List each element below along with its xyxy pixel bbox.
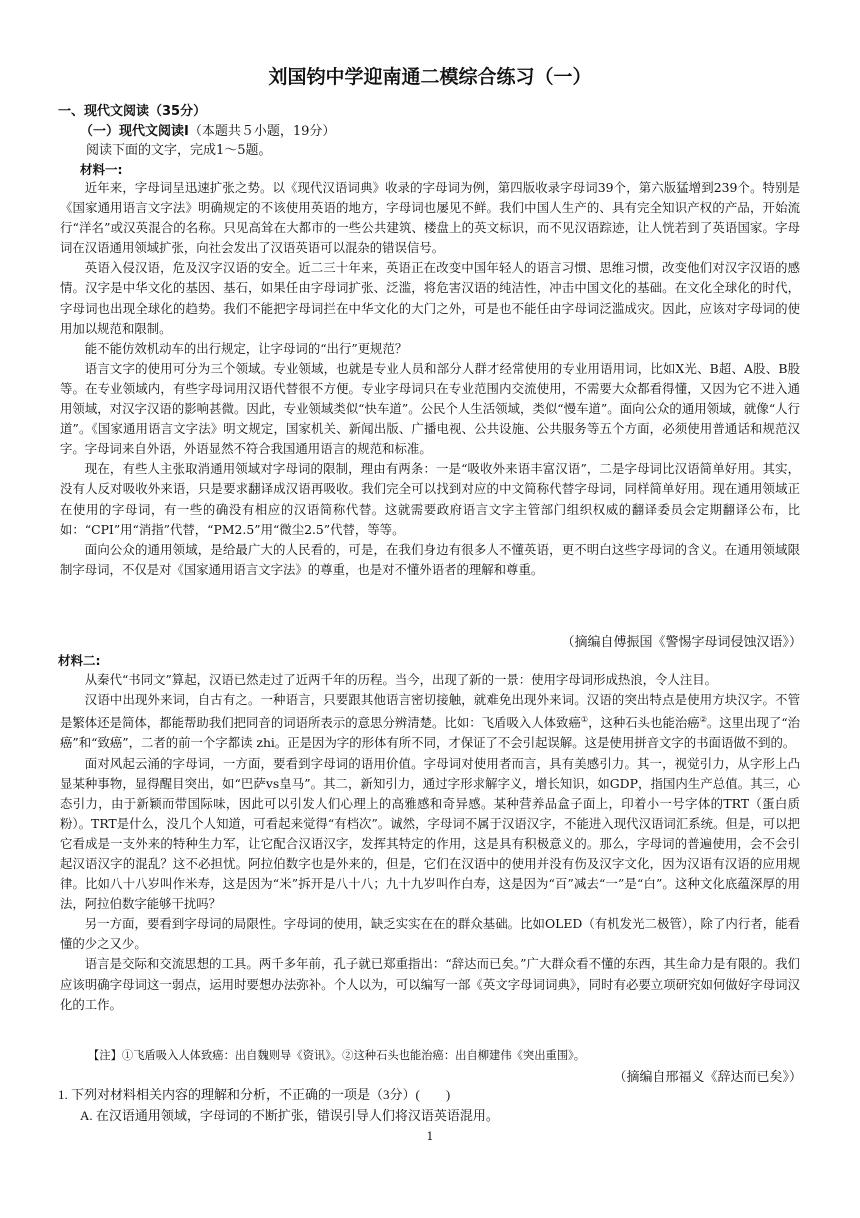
instruction-text: 阅读下面的文字，完成1～5题。 xyxy=(86,143,272,158)
paragraph-text: 汉语中出现外来词，自古有之。一种语言，只要跟其他语言密切接触，就难免出现外来词。汉语的突出特点是使用方块汉字。不管是繁体还是简体，都能帮助我们把同音的词语所表示的意思分辨清楚。比如：飞盾吸入人体致癌 xyxy=(60,692,800,731)
paragraph: 另一方面，要看到字母词的局限性。字母词的使用，缺乏实实在在的群众基础。比如OLED（有机发光二极管），除了内行者，能看懂的少之又少。 xyxy=(60,916,800,952)
material-one-body xyxy=(60,178,800,580)
paragraph: 能不能仿效机动车的出行规定，让字母词的“出行”更规范？ xyxy=(84,340,408,356)
material-one-label: 材料一: xyxy=(80,162,123,177)
section-heading: 一、现代文阅读（35分） xyxy=(58,104,207,119)
footnote: 【注】①飞盾吸入人体致癌：出自魏则导《资讯》。②这种石头也能治癌：出自柳建伟《突出重围》。 xyxy=(88,1049,586,1062)
subsection-heading xyxy=(80,120,335,139)
page-title: 刘国钧中学迎南通二模综合练习（一） xyxy=(268,66,592,88)
paragraph-text: 。这里出现了“治癌”和“致癌”，二者的前一个字都读 zhi。正是因为字的形体有所不同，才保证了不会引起误解。这是使用拼音文字的书面语做不到的。 xyxy=(60,715,801,751)
paragraph: 语言文字的使用可分为三个领域。专业领域，也就是专业人员和部分人群才经常使用的专业用语用词，比如X光、B超、A股、B股等。在专业领域内，有些字母词用汉语代替很不方便。专业字母词只在专业范围内交流使用，不需要大众都看得懂，又因为它不进入通用领域，对汉字汉语的影响甚微。因此，专业领域类似“快车道”。公民个人生活领域，类似“慢车道”。面向公众的通用领域，就像“人行道”。《国家通用语言文字法》明文规定，国家机关、新闻出版、广播电视、公共设施、公共服务等五个方面，必须使用普通话和规范汉字。字母词来自外语，外语显然不符合我国通用语言的规范和标准。 xyxy=(60,360,800,457)
material-two-source: （摘编自邢福义《辞达而已矣》） xyxy=(613,1070,802,1085)
subsection-heading-rest: （本题共５小题，19分） xyxy=(188,124,336,139)
paragraph: 语言是交际和交流思想的工具。两千多年前，孔子就已郑重指出：“辞达而已矣。”广大群众看不懂的东西，其生命力是有限的。我们应该明确字母词这一弱点，运用时要想办法弥补。个人以为，可以编写一部《英文字母词词典》，同时有必要立项研究如何做好字母词汉化的工作。 xyxy=(60,956,800,1012)
material-two-label: 材料二: xyxy=(58,653,101,668)
paragraph: 现在，有些人主张取消通用领域对字母词的限制，理由有两条：一是“吸收外来语丰富汉语”，二是字母词比汉语简单好用。其实，没有人反对吸收外来语，只是要求翻译成汉语再吸收。我们完全可以找到对应的中文简称代替字母词，同样简单好用。现在通用领域正在使用的字母词，有一些的确没有相应的汉语简称代替。这就需要政府语言文字主管部门组织权威的翻译委员会定期翻译公布，比如：“CPI”用“消指”代替，“PM2.5”用“微尘2.5”代替，等等。 xyxy=(60,461,800,537)
subsection-heading-bold: （一）现代文阅读Ⅰ xyxy=(80,124,189,139)
footnote-marker: ① xyxy=(580,715,589,725)
material-two-body xyxy=(60,670,800,1015)
footnote-marker: ② xyxy=(699,715,707,725)
paragraph: 近年来，字母词呈迅速扩张之势。以《现代汉语词典》收录的字母词为例，第四版收录字母词39个，第六版猛增到239个。特别是《国家通用语言文字法》明确规定的不该使用英语的地方，字母词也屡见不鲜。我们中国人生产的、具有完全知识产权的产品，开始流行“洋名”或汉英混合的名称。只见高耸在大都市的一些公共建筑、楼盘上的英文标识，而不见汉语踪迹，让人恍若到了英语国家。字母词在汉语通用领域扩张，向社会发出了汉语英语可以混杂的错误信号。 xyxy=(60,180,800,256)
paragraph: 从秦代“书同文”算起，汉语已然走过了近两千年的历程。当今，出现了新的一景：使用字母词形成热浪，令人注目。 xyxy=(84,672,717,687)
paragraph: 面向公众的通用领域，是给最广大的人民看的，可是，在我们身边有很多人不懂英语，更不明白这些字母词的含义。在通用领域限制字母词，不仅是对《国家通用语言文字法》的尊重，也是对不懂外语者的理解和尊重。 xyxy=(60,541,800,577)
page-number: 1 xyxy=(426,1130,434,1143)
paragraph xyxy=(60,690,800,753)
paragraph: 英语入侵汉语，危及汉字汉语的安全。近二三十年来，英语正在改变中国年轻人的语言习惯、思维习惯，改变他们对汉字汉语的感情。汉字是中华文化的基因、基石，如果任由字母词扩张、泛滥，将危害汉语的纯洁性，冲击中国文化的基础。在文化全球化的时代，字母词也出现全球化的趋势。我们不能把字母词拦在中华文化的大门之外，可是也不能任由字母词泛滥成灾。因此，应该对字母词的使用加以规范和限制。 xyxy=(60,260,800,336)
question-1: 1. 下列对材料相关内容的理解和分析，不正确的一项是（3分）( ) xyxy=(58,1087,451,1102)
paragraph: 面对风起云涌的字母词，一方面，要看到字母词的语用价值。字母词对使用者而言，具有美感引力。其一，视觉引力，从字形上凸显某种事物，显得醒目突出，如“巴萨vs皇马”。其二，新知引力，通过字形求解字义，增长知识，如GDP，指国内生产总值。其三，心态引力，由于新颖而带国际味，因此可以引发人们心理上的高雅感和奇异感。某种营养品盒子面上，印着小一号字体的TRT（蛋白质粉）。TRT是什么，没几个人知道，可看起来觉得“有档次”。诚然，字母词不属于汉语汉字，不能进入现代汉语词汇系统。但是，可以把它看成是一支外来的特种生力军，让它配合汉语汉字，发挥其特定的作用，这是具有积极意义的。那么，字母词的普遍使用，会不会引起汉语汉字的混乱？这不必担忧。阿拉伯数字也是外来的，但是，它们在汉语中的使用并没有伤及汉字文化，因为汉语有汉语的应用规律。比如八十八岁叫作米寿，这是因为“米”拆开是八十八；九十九岁叫作白寿，这是因为“百”减去“一”是“白”。这种文化底蕴深厚的用法，阿拉伯数字能够干扰吗？ xyxy=(60,755,800,912)
material-one-source: （摘编自傅振国《警惕字母词侵蚀汉语》） xyxy=(561,635,802,650)
paragraph-text: ，这种石头也能治癌 xyxy=(588,715,700,731)
question-1-option-a: A. 在汉语通用领域，字母词的不断扩张，错误引导人们将汉语英语混用。 xyxy=(80,1108,499,1123)
